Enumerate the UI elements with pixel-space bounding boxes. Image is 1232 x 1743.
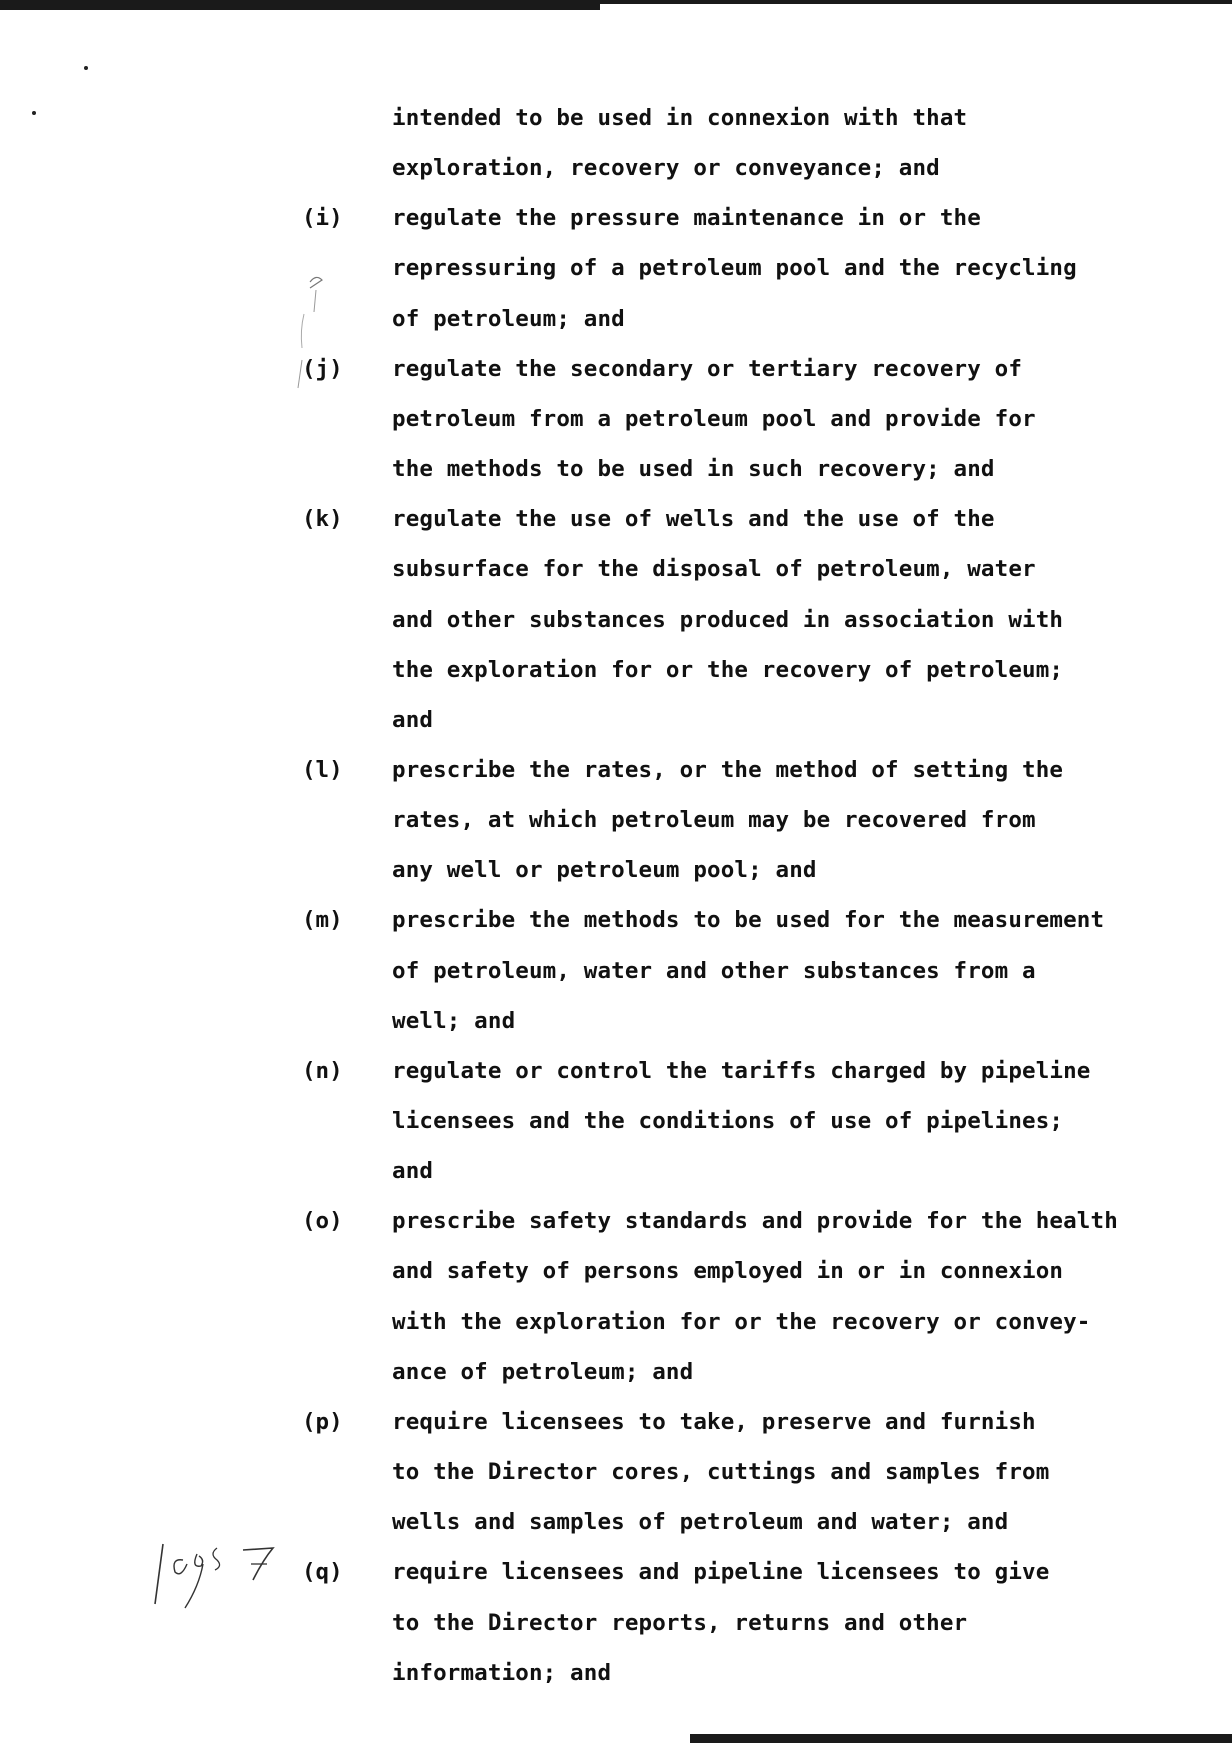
- handwritten-note: [145, 1534, 295, 1624]
- clause-text-line: repressuring of a petroleum pool and the recycling: [392, 255, 1077, 282]
- clause-text-line: and: [392, 706, 434, 733]
- clause-marker: (j): [302, 355, 343, 382]
- clause-text-line: rates, at which petroleum may be recovered from: [392, 807, 1036, 834]
- clause-text-line: the methods to be used in such recovery; and: [392, 456, 995, 483]
- clause-marker: (o): [302, 1208, 343, 1235]
- clause-text-line: any well or petroleum pool; and: [392, 857, 817, 884]
- scan-speck: [32, 111, 36, 115]
- clause-text-line: require licensees to take, preserve and furnish: [392, 1408, 1036, 1435]
- clause-text-line: exploration, recovery or conveyance; and: [392, 155, 940, 182]
- clause-text-line: and safety of persons employed in or in connexion: [392, 1258, 1064, 1285]
- clause-text-line: regulate the pressure maintenance in or the: [392, 205, 981, 232]
- clause-text-line: the exploration for or the recovery of petroleum;: [392, 656, 1064, 683]
- clause-marker: (n): [302, 1057, 343, 1084]
- scan-edge-bottom: [690, 1734, 1232, 1743]
- clause-text-line: to the Director cores, cuttings and samples from: [392, 1459, 1050, 1486]
- clause-text-line: well; and: [392, 1007, 516, 1034]
- clause-text-line: regulate or control the tariffs charged by pipeline: [392, 1057, 1091, 1084]
- clause-text-line: ance of petroleum; and: [392, 1358, 694, 1385]
- clause-marker: (k): [302, 506, 343, 533]
- clause-text-line: prescribe the methods to be used for the measurement: [392, 907, 1105, 934]
- clause-marker: (l): [302, 756, 343, 783]
- clause-marker: (p): [302, 1408, 343, 1435]
- clause-text-line: require licensees and pipeline licensees to give: [392, 1559, 1050, 1586]
- clause-text-line: information; and: [392, 1659, 612, 1686]
- clause-text-line: prescribe safety standards and provide for the health: [392, 1208, 1118, 1235]
- clause-text-line: regulate the secondary or tertiary recovery of: [392, 355, 1023, 382]
- clause-text-line: petroleum from a petroleum pool and provide for: [392, 405, 1036, 432]
- clause-text-line: of petroleum; and: [392, 305, 625, 332]
- scan-edge-top-right: [600, 0, 1232, 4]
- clause-text-line: and: [392, 1158, 434, 1185]
- clause-text-line: prescribe the rates, or the method of setting the: [392, 756, 1064, 783]
- scan-speck: [84, 66, 88, 70]
- clause-text-line: wells and samples of petroleum and water; and: [392, 1509, 1009, 1536]
- clause-text-line: intended to be used in connexion with that: [392, 105, 968, 131]
- clause-text-line: regulate the use of wells and the use of the: [392, 506, 995, 533]
- clause-marker: (m): [302, 907, 343, 934]
- clause-text-line: with the exploration for or the recovery or convey-: [392, 1308, 1091, 1335]
- clause-marker: (q): [302, 1559, 343, 1586]
- clause-text-line: and other substances produced in association with: [392, 606, 1064, 633]
- clause-text-line: of petroleum, water and other substances from a: [392, 957, 1036, 984]
- clause-text-line: to the Director reports, returns and other: [392, 1609, 968, 1636]
- clause-marker: (i): [302, 205, 343, 232]
- scan-edge-top: [0, 0, 600, 10]
- clause-text-line: licensees and the conditions of use of pipelines;: [392, 1108, 1064, 1134]
- clause-text-line: subsurface for the disposal of petroleum, water: [392, 556, 1036, 583]
